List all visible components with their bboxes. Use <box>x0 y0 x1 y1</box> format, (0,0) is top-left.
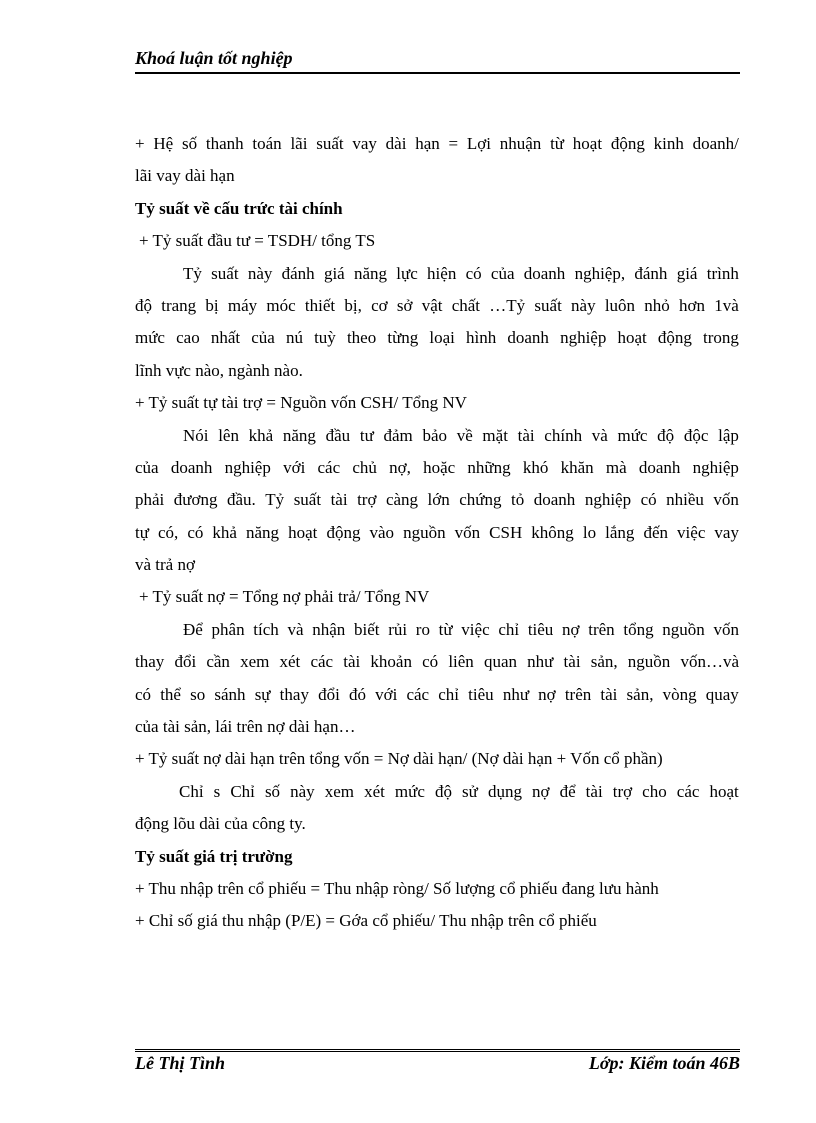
section-heading: Tỷ suất giá trị trường <box>135 846 293 866</box>
document-body <box>135 128 739 938</box>
body-line: tự có, có khả năng hoạt động vào nguồn vốn CSH không lo lắng đến việc vay <box>135 522 739 542</box>
body-line: Nói lên khả năng đầu tư đảm bảo về mặt tài chính và mức độ độc lập <box>183 425 739 445</box>
body-line: mức cao nhất của nú tuỳ theo từng loại hình doanh nghiệp hoạt động trong <box>135 328 739 348</box>
body-line: Để phân tích và nhận biết rủi ro từ việc chỉ tiêu nợ trên tổng nguồn vốn <box>183 619 739 639</box>
body-line: lãi vay dài hạn <box>135 166 235 186</box>
body-line: và trả nợ <box>135 555 195 575</box>
body-line: phải đương đầu. Tỷ suất tài trợ càng lớn chứng tỏ doanh nghiệp có nhiều vốn <box>135 490 739 510</box>
body-line: có thể so sánh sự thay đổi đó với các chỉ tiêu như nợ trên tài sản, vòng quay <box>135 684 739 704</box>
formula-line: + Tỷ suất tự tài trợ = Nguồn vốn CSH/ Tổng NV <box>135 393 467 413</box>
formula-line: + Tỷ suất nợ dài hạn trên tổng vốn = Nợ dài hạn/ (Nợ dài hạn + Vốn cổ phần) <box>135 749 663 769</box>
section-heading: Tỷ suất về cấu trức tài chính <box>135 198 343 218</box>
formula-line: + Tỷ suất nợ = Tổng nợ phải trả/ Tổng NV <box>139 587 430 607</box>
body-line: lĩnh vực nào, ngành nào. <box>135 360 303 380</box>
header-title: Khoá luận tốt nghiệp <box>135 48 293 68</box>
body-line: thay đổi cần xem xét các tài khoản có liên quan như tài sản, nguồn vốn…và <box>135 652 739 672</box>
footer-class: Lớp: Kiểm toán 46B <box>588 1053 740 1073</box>
body-line: Tỷ suất này đánh giá năng lực hiện có của doanh nghiệp, đánh giá trình <box>183 263 739 283</box>
formula-line: + Chỉ số giá thu nhập (P/E) = Gớa cổ phiếu/ Thu nhập trên cổ phiếu <box>135 911 597 931</box>
body-line: + Hệ số thanh toán lãi suất vay dài hạn = Lợi nhuận từ hoạt động kinh doanh/ <box>135 134 739 153</box>
formula-line: + Thu nhập trên cổ phiếu = Thu nhập ròng/ Số lượng cổ phiếu đang lưu hành <box>135 878 659 898</box>
body-line: của tài sản, lái trên nợ dài hạn… <box>135 717 356 737</box>
page-header <box>135 46 740 74</box>
formula-line: + Tỷ suất đầu tư = TSDH/ tổng TS <box>139 231 376 251</box>
footer-author: Lê Thị Tình <box>135 1053 226 1073</box>
body-line: động lõu dài của công ty. <box>135 814 306 834</box>
body-line: độ trang bị máy móc thiết bị, cơ sở vật chất …Tỷ suất này luôn nhỏ hơn 1và <box>135 295 739 315</box>
body-line: Chỉ s Chỉ số này xem xét mức độ sử dụng nợ để tài trợ cho các hoạt <box>179 781 739 801</box>
body-line: của doanh nghiệp với các chủ nợ, hoặc những khó khăn mà doanh nghiệp <box>135 457 739 477</box>
